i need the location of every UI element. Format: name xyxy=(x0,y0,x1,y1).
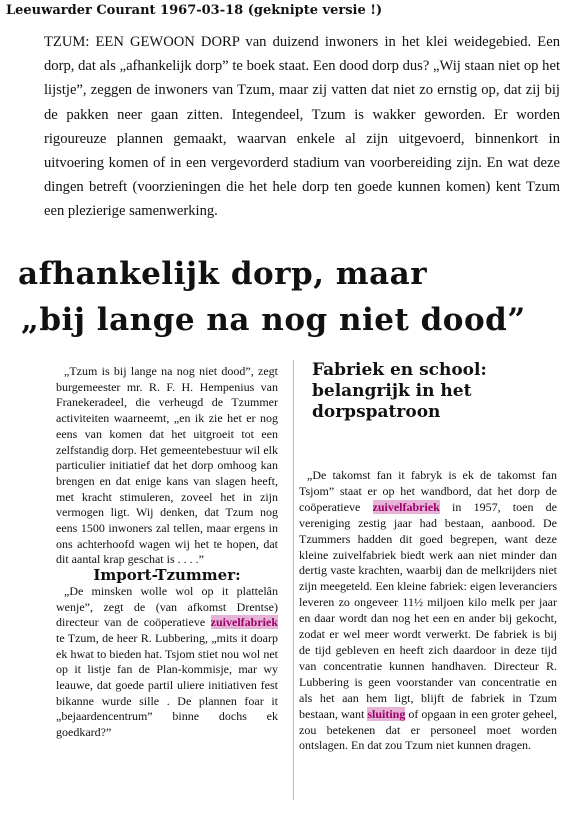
right-heading: Fabriek en school: belangrijk in het dorpspatroon xyxy=(312,360,487,422)
right-paragraph-1 xyxy=(299,468,557,754)
left-column xyxy=(56,364,278,741)
right-p1-part-a: „De takomst fan it fabryk is ek de takomst fan Tsjom” staat er op het wandbord, dat het dorp de coöperatieve xyxy=(299,468,557,514)
left-paragraph-2 xyxy=(56,584,278,741)
column-divider xyxy=(293,360,294,800)
left-p2-part-b: te Tzum, de heer R. Lubbering, „mits it doarp ek hwat to bieden hat. Tsjom stiet nou wol net op it listje fan de Plan-kommisje, mar wy leauwe, dat goede partil uliere initiativen fest bikanne wurde sille . De plannen foar it „bejaardencentrum” binne dochs ek goedkard?” xyxy=(56,630,278,740)
left-paragraph-1: „Tzum is bij lange na nog niet dood”, zegt burgemeester mr. R. F. H. Hempenius van Franekeradeel, die verheugd de Tzummer activiteiten waarneemt, „en ik zie het er nog eens van komen dat het uitgroeit tot een zelfstandig dorp. Het gemeentebestuur wil elk particulier initiatief dat het dorp omhoog kan brengen en dat enige kans van slagen heeft, met kracht stimuleren, zoveel het in zijn vermogen ligt. Wij denken, dat Tzum nog eens 1500 inwoners zal tellen, maar ergens in ons achterhoofd wagen wij het te hopen, dat dit aantal krap geschat is . . . .” xyxy=(56,364,278,567)
highlight-zuivelfabriek-left: zuivelfabriek xyxy=(210,615,278,630)
highlight-sluiting: sluiting xyxy=(367,706,406,721)
intro-paragraph xyxy=(44,30,560,224)
intro-text: van duizend inwoners in het klei weidegebied. Een dorp, dat als „afhankelijk dorp” te boek staat. Een dood dorp dus? „Wij staan niet op het lijstje”, zeggen de inwoners van Tzum, maar zij vatten dat niet zo ernstig op, dat zij bij de pakken neer gaan zitten. Integendeel, Tzum is wakker geworden. Er worden rigoureuze plannen gemaakt, waarvan enkele al zijn uitgevoerd, binnenkort in uitvoering komen of in een vergevorderd stadium van voorbereiding zijn. En wat deze dingen betreft (voorzieningen die het hele dorp ten goede kunnen komen) kent Tzum een plezierige samenwerking. xyxy=(44,34,560,220)
right-p1-part-b: in 1957, toen de vereniging zestig jaar had bestaan, aanbood. De Tzummers hadden dit goed begrepen, want deze kleine zuivelfabriek biedt werk aan niet minder dan dertig vaste krachten, waarbij dan de melkrijders niet zijn meegeteld. Een kleine fabriek: eigen leveranciers leveren zo ongeveer 11½ miljoen kilo melk per jaar en daar wordt dan nog het een en ander bij gekocht, zodat er wel meer wordt verwerkt. De fabriek is bij de tijd gebleven en heeft zich daardoor in deze tijd van concentratie kunnen handhaven. Directeur R. Lubbering is geen voorstander van concentratie en als het aan hem ligt, blijft de fabriek in Tzum bestaan, want xyxy=(299,499,558,721)
right-p1-part-c: of opgaan in een groter geheel, zou betekenen dat er personeel moet worden ontslagen. En dat zou Tzum niet kunnen dragen. xyxy=(299,706,557,753)
intro-caps: TZUM: EEN GEWOON DORP xyxy=(44,34,240,50)
highlight-zuivelfabriek-right: zuivelfabriek xyxy=(372,499,440,514)
headline-line-1: afhankelijk dorp, maar xyxy=(18,256,428,292)
left-p2-part-a: „De minsken wolle wol op it plattelân wenje”, zegt de (van afkomst Drentse) directeur van de coöperatieve xyxy=(56,583,278,630)
right-column xyxy=(299,468,557,754)
headline-line-2: „bij lange na nog niet dood” xyxy=(21,302,526,338)
page-header: Leeuwarder Courant 1967-03-18 (geknipte versie !) xyxy=(6,3,383,18)
left-subheading: Import-Tzummer: xyxy=(93,566,241,585)
